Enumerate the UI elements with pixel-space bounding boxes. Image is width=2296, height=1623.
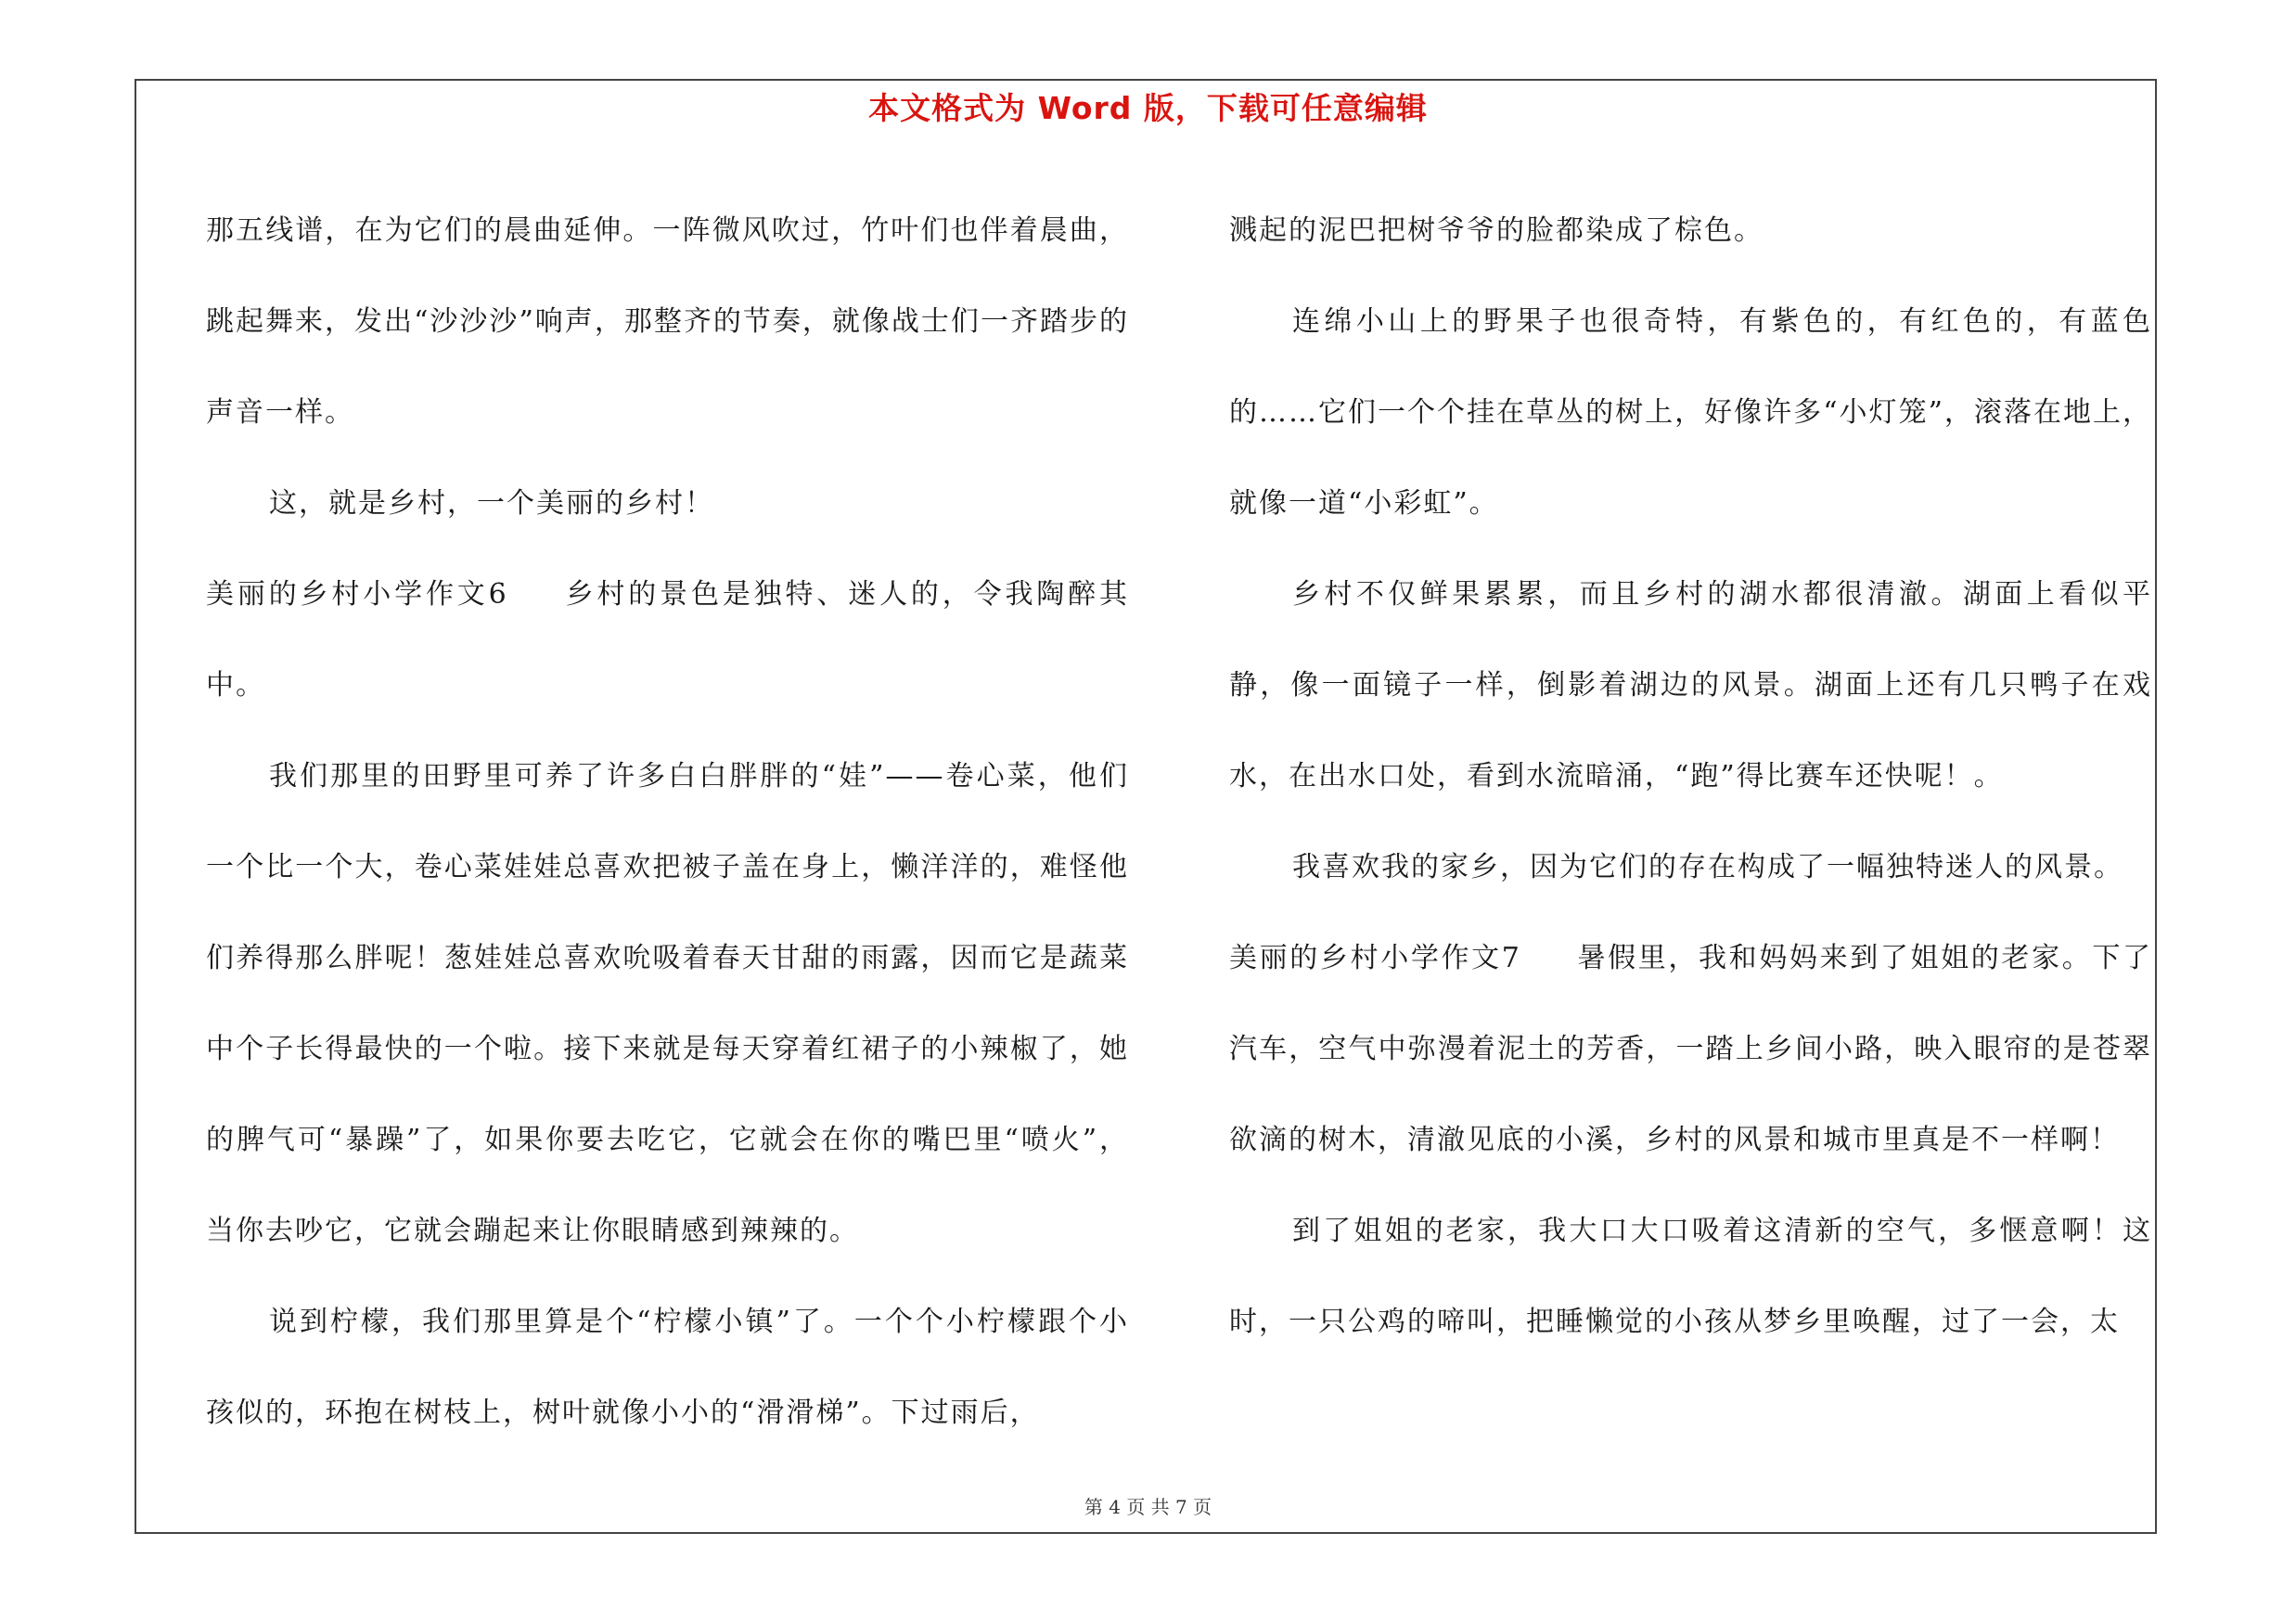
document-header-banner: 本文格式为 Word 版，下载可任意编辑	[868, 90, 1428, 126]
essay-section	[206, 549, 1129, 731]
essay-section	[1229, 913, 2152, 1186]
paragraph-text: 乡村的景色是独特、迷人的，令我陶醉其中。	[206, 578, 1130, 702]
paragraph: 乡村不仅鲜果累累，而且乡村的湖水都很清澈。湖面上看似平静，像一面镜子一样，倒影着湖边的风景。湖面上还有几只鸭子在戏水，在出水口处，看到水流暗涌，“跑”得比赛车还快呢！。	[1229, 578, 2152, 792]
essay-title: 美丽的乡村小学作文7	[1229, 942, 1521, 974]
paragraph: 到了姐姐的老家，我大口大口吸着这清新的空气，多惬意啊！这时，一只公鸡的啼叫，把睡懒觉的小孩从梦乡里唤醒，过了一会，太	[1229, 1215, 2152, 1338]
paragraph: 溅起的泥巴把树爷爷的脸都染成了棕色。	[1229, 214, 1764, 247]
paragraph: 说到柠檬，我们那里算是个“柠檬小镇”了。一个个小柠檬跟个小孩似的，环抱在树枝上，树叶就像小小的“滑滑梯”。下过雨后，	[206, 1306, 1129, 1429]
right-text-column	[1229, 186, 2152, 1368]
paragraph: 我喜欢我的家乡，因为它们的存在构成了一幅独特迷人的风景。	[1292, 851, 2123, 883]
paragraph: 我们那里的田野里可养了许多白白胖胖的“娃”——卷心菜，他们一个比一个大，卷心菜娃娃总喜欢把被子盖在身上，懒洋洋的，难怪他们养得那么胖呢！葱娃娃总喜欢吮吸着春天甘甜的雨露，因而它是蔬菜中个子长得最快的一个啦。接下来就是每天穿着红裙子的小辣椒了，她的脾气可“暴躁”了，如果你要去吃它，它就会在你的嘴巴里“喷火”，当你去吵它，它就会蹦起来让你眼睛感到辣辣的。	[206, 760, 1129, 1247]
paragraph: 连绵小山上的野果子也很奇特，有紫色的，有红色的，有蓝色的……它们一个个挂在草丛的树上，好像许多“小灯笼”，滚落在地上，就像一道“小彩虹”。	[1229, 305, 2152, 520]
paragraph: 这，就是乡村，一个美丽的乡村！	[269, 487, 714, 520]
page-number-footer: 第 4 页 共 7 页	[1084, 1496, 1212, 1518]
paragraph: 那五线谱，在为它们的晨曲延伸。一阵微风吹过，竹叶们也伴着晨曲，跳起舞来，发出“沙沙沙”响声，那整齐的节奏，就像战士们一齐踏步的声音一样。	[206, 214, 1129, 429]
essay-title: 美丽的乡村小学作文6	[206, 578, 508, 611]
paragraph-text: 暑假里，我和妈妈来到了姐姐的老家。下了汽车，空气中弥漫着泥土的芳香，一踏上乡间小路，映入眼帘的是苍翠欲滴的树木，清澈见底的小溪，乡村的风景和城市里真是不一样啊！	[1229, 942, 2152, 1156]
left-text-column	[206, 186, 1129, 1459]
